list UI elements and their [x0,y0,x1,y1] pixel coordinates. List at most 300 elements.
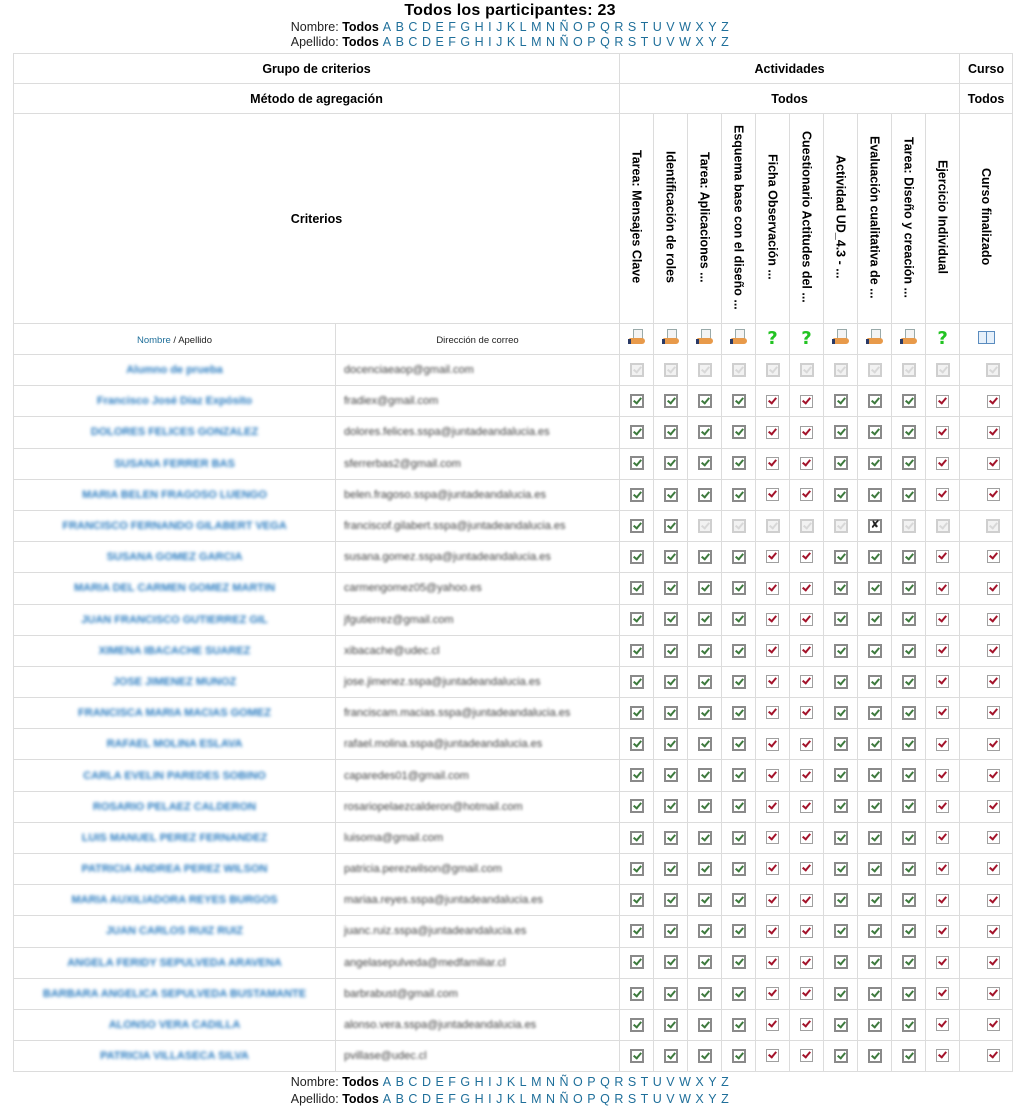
complete-pass-checkbox[interactable] [868,456,882,470]
participant-name-link[interactable]: Francisco José Díaz Expósito [14,386,336,417]
first-filter-letter[interactable]: D [421,1075,431,1089]
last-filter-letter[interactable]: C [408,35,418,49]
first-filter-letter[interactable]: L [519,1075,527,1089]
complete-pass-checkbox[interactable] [868,706,882,720]
complete-fail-checkbox[interactable] [800,894,813,907]
complete-pass-checkbox[interactable] [630,581,644,595]
last-filter-letter[interactable]: I [488,1092,492,1106]
complete-pass-checkbox[interactable] [732,456,746,470]
first-filter-letter[interactable]: B [395,20,404,34]
last-filter-letter[interactable]: B [395,1092,404,1106]
complete-pass-checkbox[interactable] [902,893,916,907]
complete-pass-checkbox[interactable] [868,1018,882,1032]
complete-pass-checkbox[interactable] [698,706,712,720]
complete-fail-checkbox[interactable] [766,644,779,657]
last-filter-letter[interactable]: M [531,1092,542,1106]
participant-name-link[interactable]: BARBARA ANGELICA SEPULVEDA BUSTAMANTE [14,978,336,1009]
first-filter-letter[interactable]: K [506,20,516,34]
last-filter-letter[interactable]: Y [708,35,717,49]
first-filter-letter[interactable]: P [587,1075,596,1089]
last-filter-letter[interactable]: N [546,1092,556,1106]
complete-fail-checkbox[interactable] [936,1018,949,1031]
last-filter-letter[interactable]: E [435,35,444,49]
complete-fail-checkbox[interactable] [800,457,813,470]
last-filter-letter[interactable]: D [421,1092,431,1106]
last-filter-letter[interactable]: W [679,35,691,49]
complete-fail-checkbox[interactable] [987,613,1000,626]
complete-fail-checkbox[interactable] [987,831,1000,844]
complete-pass-checkbox[interactable] [732,799,746,813]
complete-fail-checkbox[interactable] [766,457,779,470]
participant-name-link[interactable]: XIMENA IBACACHE SUAREZ [14,635,336,666]
complete-pass-checkbox[interactable] [664,831,678,845]
complete-pass-checkbox[interactable] [902,1049,916,1063]
complete-pass-checkbox[interactable] [902,955,916,969]
not-complete-checkbox[interactable] [800,363,814,377]
last-filter-letter[interactable]: D [421,35,431,49]
first-filter-letter[interactable]: T [640,1075,649,1089]
first-filter-letter[interactable]: Ñ [559,20,569,34]
complete-pass-checkbox[interactable] [868,768,882,782]
last-filter-letter[interactable]: G [460,35,471,49]
first-filter-letter[interactable]: G [460,1075,471,1089]
complete-pass-checkbox[interactable] [732,1018,746,1032]
complete-fail-checkbox[interactable] [766,800,779,813]
first-filter-letter[interactable]: X [695,1075,704,1089]
complete-fail-checkbox[interactable] [766,706,779,719]
complete-pass-checkbox[interactable] [630,394,644,408]
course-icon-cell[interactable] [960,324,1013,355]
complete-pass-checkbox[interactable] [902,425,916,439]
complete-pass-checkbox[interactable] [868,893,882,907]
complete-pass-checkbox[interactable] [834,862,848,876]
last-filter-letter[interactable]: X [695,35,704,49]
complete-pass-checkbox[interactable] [902,737,916,751]
complete-pass-checkbox[interactable] [630,425,644,439]
last-filter-letter[interactable]: A [382,35,392,49]
complete-pass-checkbox[interactable] [902,612,916,626]
last-filter-letter[interactable]: R [614,35,624,49]
complete-pass-checkbox[interactable] [834,1049,848,1063]
first-filter-letter[interactable]: N [546,1075,556,1089]
complete-pass-checkbox[interactable] [732,488,746,502]
complete-pass-checkbox[interactable] [902,644,916,658]
participant-name-link[interactable]: FRANCISCO FERNANDO GILABERT VEGA [14,510,336,541]
last-filter-letter[interactable]: T [640,35,649,49]
participant-name-link[interactable]: RAFAEL MOLINA ESLAVA [14,729,336,760]
not-complete-checkbox[interactable] [698,363,712,377]
complete-pass-checkbox[interactable] [834,550,848,564]
complete-fail-checkbox[interactable] [800,550,813,563]
first-filter-letter[interactable]: K [506,1075,516,1089]
complete-pass-checkbox[interactable] [902,456,916,470]
first-filter-letter[interactable]: P [587,20,596,34]
complete-pass-checkbox[interactable] [868,644,882,658]
complete-pass-checkbox[interactable] [732,893,746,907]
complete-fail-checkbox[interactable] [766,894,779,907]
participant-name-link[interactable]: PATRICIA VILLASECA SILVA [14,1041,336,1072]
complete-fail-checkbox[interactable] [987,738,1000,751]
last-filter-letter[interactable]: P [587,35,596,49]
not-complete-checkbox[interactable] [732,363,746,377]
complete-fail-checkbox[interactable] [987,769,1000,782]
first-filter-letter[interactable]: O [573,1075,583,1089]
complete-pass-checkbox[interactable] [630,893,644,907]
first-filter-letter[interactable]: H [474,20,484,34]
complete-pass-checkbox[interactable] [868,425,882,439]
first-filter-letter[interactable]: F [448,20,456,34]
complete-pass-checkbox[interactable] [902,488,916,502]
complete-pass-checkbox[interactable] [698,893,712,907]
first-filter-letter[interactable]: W [679,1075,691,1089]
last-filter-letter[interactable]: W [679,1092,691,1106]
last-filter-letter[interactable]: G [460,1092,471,1106]
last-filter-letter[interactable]: V [666,1092,675,1106]
complete-pass-checkbox[interactable] [732,831,746,845]
complete-pass-checkbox[interactable] [698,550,712,564]
last-filter-letter[interactable]: Ñ [559,35,569,49]
first-filter-letter[interactable]: C [408,20,418,34]
complete-pass-checkbox[interactable] [698,644,712,658]
complete-pass-checkbox[interactable] [834,987,848,1001]
complete-pass-checkbox[interactable] [630,1018,644,1032]
last-filter-letter[interactable]: T [640,1092,649,1106]
complete-pass-checkbox[interactable] [630,799,644,813]
last-filter-letter[interactable]: H [474,35,484,49]
complete-fail-checkbox[interactable] [800,956,813,969]
first-filter-letter[interactable]: T [640,20,649,34]
not-complete-checkbox[interactable] [902,363,916,377]
complete-pass-checkbox[interactable] [732,675,746,689]
complete-fail-checkbox[interactable] [936,831,949,844]
complete-pass-checkbox[interactable] [868,831,882,845]
complete-fail-checkbox[interactable] [987,426,1000,439]
complete-pass-checkbox[interactable] [834,644,848,658]
not-complete-checkbox[interactable] [834,519,848,533]
complete-pass-checkbox[interactable] [698,488,712,502]
complete-pass-checkbox[interactable] [664,644,678,658]
complete-pass-checkbox[interactable] [630,706,644,720]
complete-pass-checkbox[interactable] [834,488,848,502]
complete-pass-checkbox[interactable] [834,706,848,720]
complete-pass-checkbox[interactable] [630,768,644,782]
first-filter-letter[interactable]: S [627,20,637,34]
complete-pass-checkbox[interactable] [732,425,746,439]
first-filter-letter[interactable]: S [627,1075,637,1089]
last-filter-letter[interactable]: N [546,35,556,49]
complete-fail-checkbox[interactable] [766,675,779,688]
last-filter-letter[interactable]: V [666,35,675,49]
complete-pass-checkbox[interactable] [664,550,678,564]
complete-pass-checkbox[interactable] [698,799,712,813]
complete-pass-checkbox[interactable] [630,987,644,1001]
complete-fail-checkbox[interactable] [936,706,949,719]
complete-fail-checkbox[interactable] [987,395,1000,408]
first-filter-letter[interactable]: U [652,20,662,34]
criterion-icon-cell[interactable] [858,324,892,355]
participant-name-link[interactable]: ROSARIO PELAEZ CALDERON [14,791,336,822]
complete-pass-checkbox[interactable] [834,955,848,969]
complete-fail-checkbox[interactable] [987,956,1000,969]
not-complete-checkbox[interactable] [766,363,780,377]
complete-fail-checkbox[interactable] [936,956,949,969]
complete-pass-checkbox[interactable] [698,456,712,470]
not-complete-checkbox[interactable] [630,363,644,377]
not-complete-checkbox[interactable] [732,519,746,533]
last-filter-letter[interactable]: Ñ [559,1092,569,1106]
complete-fail-checkbox[interactable] [800,987,813,1000]
complete-pass-checkbox[interactable] [732,987,746,1001]
complete-fail-checkbox[interactable] [987,488,1000,501]
complete-fail-checkbox[interactable] [800,426,813,439]
complete-fail-checkbox[interactable] [766,488,779,501]
last-filter-letter[interactable]: H [474,1092,484,1106]
complete-pass-checkbox[interactable] [664,425,678,439]
failed-x-checkbox[interactable] [868,519,882,533]
complete-pass-checkbox[interactable] [630,862,644,876]
complete-pass-checkbox[interactable] [698,581,712,595]
not-complete-checkbox[interactable] [698,519,712,533]
complete-pass-checkbox[interactable] [664,612,678,626]
last-filter-letter[interactable]: K [506,35,516,49]
complete-pass-checkbox[interactable] [868,924,882,938]
complete-fail-checkbox[interactable] [800,738,813,751]
complete-pass-checkbox[interactable] [834,394,848,408]
complete-pass-checkbox[interactable] [902,987,916,1001]
complete-pass-checkbox[interactable] [630,550,644,564]
complete-pass-checkbox[interactable] [630,456,644,470]
complete-pass-checkbox[interactable] [630,612,644,626]
complete-fail-checkbox[interactable] [800,675,813,688]
complete-fail-checkbox[interactable] [766,738,779,751]
criterion-icon-cell[interactable] [722,324,756,355]
not-complete-checkbox[interactable] [800,519,814,533]
complete-pass-checkbox[interactable] [868,987,882,1001]
first-filter-letter[interactable]: Z [721,1075,729,1089]
complete-pass-checkbox[interactable] [902,831,916,845]
first-filter-letter[interactable]: L [519,20,527,34]
complete-pass-checkbox[interactable] [834,924,848,938]
first-filter-letter[interactable]: Q [600,20,610,34]
complete-pass-checkbox[interactable] [630,519,644,533]
participant-name-link[interactable]: MARIA BELEN FRAGOSO LUENGO [14,479,336,510]
complete-pass-checkbox[interactable] [664,581,678,595]
participant-name-link[interactable]: CARLA EVELIN PAREDES SOBINO [14,760,336,791]
complete-pass-checkbox[interactable] [664,893,678,907]
first-filter-letter[interactable]: E [435,1075,444,1089]
complete-pass-checkbox[interactable] [732,612,746,626]
participant-name-link[interactable]: PATRICIA ANDREA PEREZ WILSON [14,854,336,885]
first-filter-letter[interactable]: Y [708,1075,717,1089]
first-filter-letter[interactable]: Z [721,20,729,34]
complete-pass-checkbox[interactable] [698,987,712,1001]
complete-fail-checkbox[interactable] [800,488,813,501]
complete-pass-checkbox[interactable] [630,924,644,938]
complete-fail-checkbox[interactable] [800,395,813,408]
complete-fail-checkbox[interactable] [987,550,1000,563]
complete-fail-checkbox[interactable] [800,800,813,813]
complete-pass-checkbox[interactable] [834,675,848,689]
last-filter-letter[interactable]: Z [721,35,729,49]
last-filter-letter[interactable]: F [448,1092,456,1106]
participant-name-link[interactable]: MARIA AUXILIADORA REYES BURGOS [14,885,336,916]
complete-pass-checkbox[interactable] [868,955,882,969]
first-filter-letter[interactable]: R [614,1075,624,1089]
last-filter-letter[interactable]: M [531,35,542,49]
complete-pass-checkbox[interactable] [834,831,848,845]
complete-pass-checkbox[interactable] [868,488,882,502]
last-filter-letter[interactable]: J [496,1092,503,1106]
complete-pass-checkbox[interactable] [902,394,916,408]
complete-fail-checkbox[interactable] [766,395,779,408]
complete-pass-checkbox[interactable] [698,675,712,689]
last-filter-letter[interactable]: R [614,1092,624,1106]
last-filter-letter[interactable]: Y [708,1092,717,1106]
complete-pass-checkbox[interactable] [834,612,848,626]
complete-pass-checkbox[interactable] [630,1049,644,1063]
complete-pass-checkbox[interactable] [902,924,916,938]
last-filter-letter[interactable]: U [652,1092,662,1106]
last-filter-letter[interactable]: U [652,35,662,49]
complete-pass-checkbox[interactable] [732,768,746,782]
complete-fail-checkbox[interactable] [766,550,779,563]
complete-fail-checkbox[interactable] [936,894,949,907]
first-filter-letter[interactable]: N [546,20,556,34]
first-filter-letter[interactable]: A [382,1075,392,1089]
complete-pass-checkbox[interactable] [902,768,916,782]
complete-pass-checkbox[interactable] [630,488,644,502]
participant-name-link[interactable]: ALONSO VERA CADILLA [14,1009,336,1040]
first-filter-letter[interactable]: F [448,1075,456,1089]
complete-fail-checkbox[interactable] [987,1018,1000,1031]
complete-fail-checkbox[interactable] [936,925,949,938]
complete-pass-checkbox[interactable] [902,550,916,564]
complete-pass-checkbox[interactable] [664,799,678,813]
complete-fail-checkbox[interactable] [987,457,1000,470]
first-filter-letter[interactable]: C [408,1075,418,1089]
criterion-icon-cell[interactable] [790,324,824,355]
not-complete-checkbox[interactable] [936,363,950,377]
complete-pass-checkbox[interactable] [834,1018,848,1032]
complete-fail-checkbox[interactable] [936,1049,949,1062]
complete-pass-checkbox[interactable] [732,1049,746,1063]
complete-pass-checkbox[interactable] [732,706,746,720]
first-filter-letter[interactable]: I [488,20,492,34]
complete-fail-checkbox[interactable] [766,769,779,782]
complete-pass-checkbox[interactable] [698,831,712,845]
participant-name-link[interactable]: SUSANA GOMEZ GARCIA [14,542,336,573]
last-filter-letter[interactable]: Q [600,1092,610,1106]
complete-pass-checkbox[interactable] [664,675,678,689]
complete-fail-checkbox[interactable] [800,1049,813,1062]
first-filter-letter[interactable]: M [531,1075,542,1089]
first-filter-letter[interactable]: Q [600,1075,610,1089]
complete-fail-checkbox[interactable] [936,675,949,688]
complete-pass-checkbox[interactable] [698,862,712,876]
complete-pass-checkbox[interactable] [834,456,848,470]
complete-fail-checkbox[interactable] [766,925,779,938]
complete-fail-checkbox[interactable] [987,987,1000,1000]
complete-fail-checkbox[interactable] [800,831,813,844]
complete-pass-checkbox[interactable] [664,519,678,533]
complete-pass-checkbox[interactable] [664,955,678,969]
first-filter-letter[interactable]: Ñ [559,1075,569,1089]
last-filter-letter[interactable]: P [587,1092,596,1106]
complete-pass-checkbox[interactable] [732,924,746,938]
participant-name-link[interactable]: MARIA DEL CARMEN GOMEZ MARTIN [14,573,336,604]
sort-by-last-name-label[interactable]: Apellido [178,335,212,346]
complete-fail-checkbox[interactable] [800,582,813,595]
complete-pass-checkbox[interactable] [698,924,712,938]
complete-pass-checkbox[interactable] [664,987,678,1001]
complete-pass-checkbox[interactable] [732,581,746,595]
complete-pass-checkbox[interactable] [664,456,678,470]
last-filter-letter[interactable]: F [448,35,456,49]
complete-pass-checkbox[interactable] [902,706,916,720]
complete-pass-checkbox[interactable] [630,737,644,751]
complete-fail-checkbox[interactable] [936,644,949,657]
last-filter-letter[interactable]: A [382,1092,392,1106]
first-filter-letter[interactable]: J [496,1075,503,1089]
complete-fail-checkbox[interactable] [936,738,949,751]
first-filter-letter[interactable]: W [679,20,691,34]
first-filter-letter[interactable]: M [531,20,542,34]
last-filter-letter[interactable]: O [573,1092,583,1106]
complete-pass-checkbox[interactable] [698,425,712,439]
first-filter-letter[interactable]: Y [708,20,717,34]
complete-pass-checkbox[interactable] [664,394,678,408]
complete-pass-checkbox[interactable] [902,675,916,689]
complete-pass-checkbox[interactable] [868,799,882,813]
participant-name-link[interactable]: ANGELA FERIDY SEPULVEDA ARAVENA [14,947,336,978]
complete-fail-checkbox[interactable] [987,706,1000,719]
last-filter-letter[interactable]: B [395,35,404,49]
complete-pass-checkbox[interactable] [834,893,848,907]
complete-fail-checkbox[interactable] [936,457,949,470]
complete-fail-checkbox[interactable] [800,862,813,875]
complete-pass-checkbox[interactable] [732,737,746,751]
last-filter-letter[interactable]: I [488,35,492,49]
last-filter-letter[interactable]: S [627,35,637,49]
complete-fail-checkbox[interactable] [987,925,1000,938]
complete-pass-checkbox[interactable] [664,862,678,876]
complete-fail-checkbox[interactable] [987,1049,1000,1062]
complete-fail-checkbox[interactable] [936,582,949,595]
complete-pass-checkbox[interactable] [732,550,746,564]
first-filter-letter[interactable]: X [695,20,704,34]
complete-fail-checkbox[interactable] [987,894,1000,907]
complete-pass-checkbox[interactable] [868,1049,882,1063]
complete-fail-checkbox[interactable] [987,800,1000,813]
complete-pass-checkbox[interactable] [868,394,882,408]
complete-fail-checkbox[interactable] [936,987,949,1000]
complete-fail-checkbox[interactable] [936,426,949,439]
complete-fail-checkbox[interactable] [987,675,1000,688]
complete-pass-checkbox[interactable] [902,862,916,876]
first-filter-letter[interactable]: R [614,20,624,34]
first-filter-letter[interactable]: E [435,20,444,34]
complete-pass-checkbox[interactable] [868,550,882,564]
complete-fail-checkbox[interactable] [766,956,779,969]
complete-fail-checkbox[interactable] [936,800,949,813]
last-filter-letter[interactable]: O [573,35,583,49]
complete-fail-checkbox[interactable] [766,613,779,626]
not-complete-checkbox[interactable] [936,519,950,533]
complete-fail-checkbox[interactable] [800,706,813,719]
complete-pass-checkbox[interactable] [630,644,644,658]
complete-fail-checkbox[interactable] [800,925,813,938]
complete-fail-checkbox[interactable] [766,862,779,875]
